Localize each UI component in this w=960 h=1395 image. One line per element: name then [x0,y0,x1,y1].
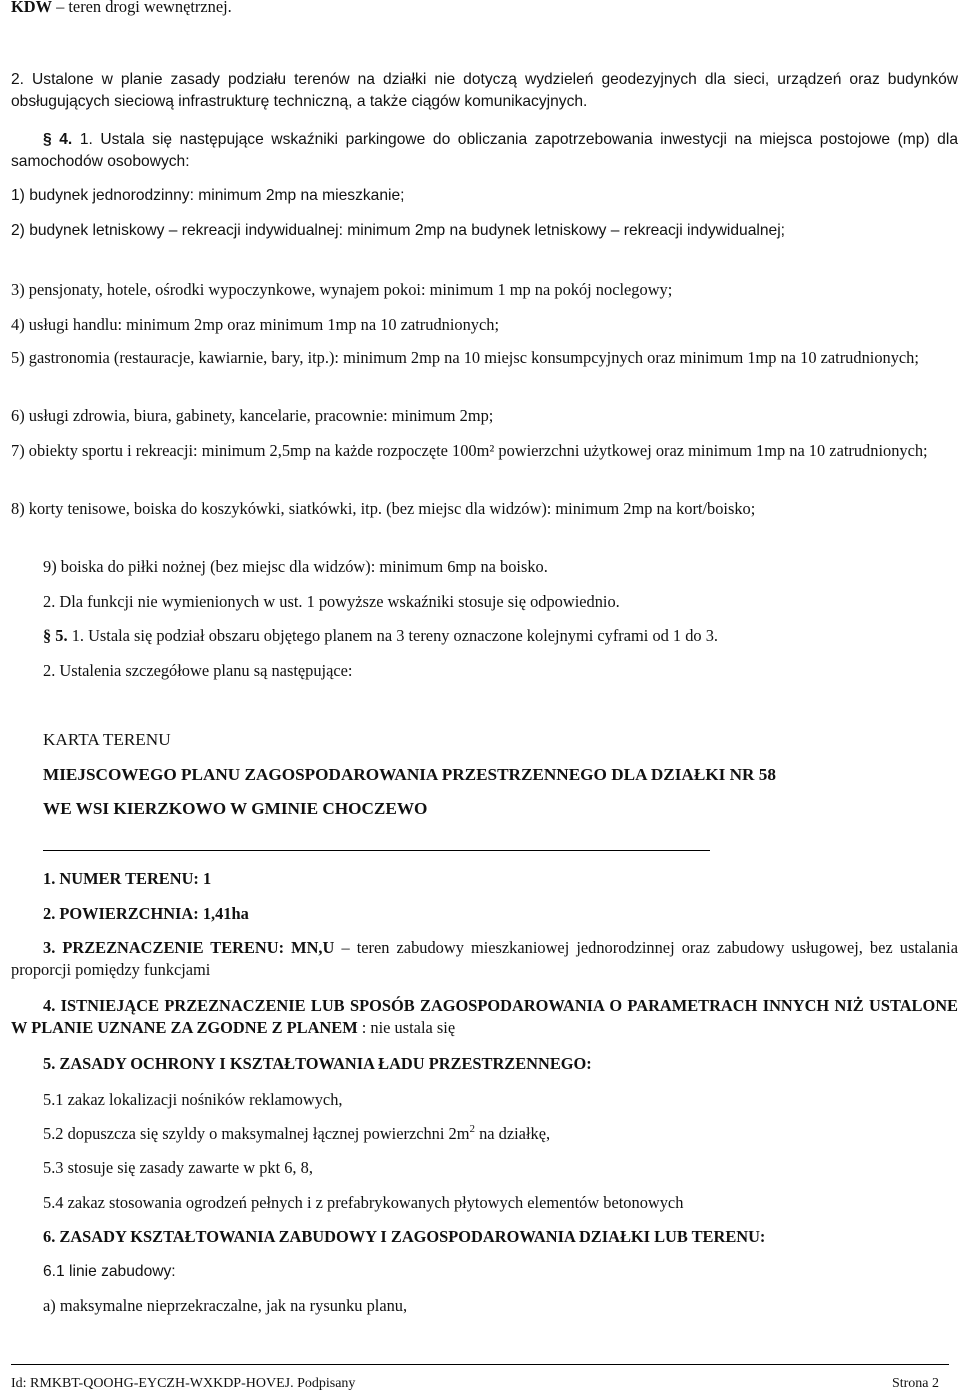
terrain-purpose [11,937,958,981]
section-5-paragraph-2: 2. Ustalenia szczegółowe planu są następujące: [43,661,353,680]
terrain-purpose-text: – teren zabudowy mieszkaniowej jednorodzinnej oraz zabudowy usługowej, bez ustalania proporcji pomiędzy funkcjami [11,938,958,979]
section-4-intro-text: 1. Ustala się następujące wskaźniki parkingowe do obliczania zapotrzebowania inwestycji na miejsca postojowe (mp) dla samochodów osobowych: [11,131,958,170]
rule-5-4: 5.4 zakaz stosowania ogrodzeń pełnych i z prefabrykowanych płytowych elementów betonowych [43,1193,684,1212]
section-4-marker: § 4. [43,131,73,148]
list-item: 8) korty tenisowe, boiska do koszykówki, siatkówki, itp. (bez miejsc dla widzów): minimum 2mp na kort/boisko; [11,499,756,518]
karta-title: KARTA TERENU [43,730,171,749]
paragraph-2: 2. Ustalone w planie zasady podziału terenów na działki nie dotyczą wydzieleń geodezyjnych dla sieci, urządzeń oraz budynków obsługujących sieciową infrastrukturę techniczną, a także ciągów komunikacyjnych. [11,71,958,110]
rule-5-1: 5.1 zakaz lokalizacji nośników reklamowych, [43,1090,343,1109]
document-id: Id: RMKBT-QOOHG-EYCZH-WXKDP-HOVEJ. Podpisany [11,1376,356,1391]
plan-title-line-2: WE WSI KIERZKOWO W GMINIE CHOCZEWO [43,799,428,818]
superscript: 2 [469,1122,475,1135]
spatial-order-heading: 5. ZASADY OCHRONY I KSZTAŁTOWANIA ŁADU PRZESTRZENNEGO: [43,1054,592,1073]
existing-use [11,995,958,1039]
page-number: Strona 2 [891,1376,939,1391]
terrain-area: 2. POWIERZCHNIA: 1,41ha [43,904,249,923]
terrain-purpose-label: 3. PRZEZNACZENIE TERENU: MN,U [43,938,335,957]
list-item: 6) usługi zdrowia, biura, gabinety, kancelarie, pracownie: minimum 2mp; [11,406,494,425]
list-item: 2) budynek letniskowy – rekreacji indywidualnej: minimum 2mp na budynek letniskowy – rekreacji indywidualnej; [11,222,785,239]
section-4-paragraph-2: 2. Dla funkcji nie wymienionych w ust. 1 powyższe wskaźniki stosuje się odpowiednio. [43,592,620,611]
existing-use-label: 4. ISTNIEJĄCE PRZEZNACZENIE LUB SPOSÓB ZAGOSPODAROWANIA O PARAMETRACH INNYCH NIŻ USTALONE W PLANIE UZNANE ZA ZGODNE Z PLANEM [11,996,958,1037]
top-line [11,0,958,18]
zone-code: KDW [11,0,52,16]
existing-use-text: : nie ustala się [357,1018,456,1037]
list-item: 9) boiska do piłki nożnej (bez miejsc dla widzów): minimum 6mp na boisko. [43,557,548,576]
rule-6-1: 6.1 linie zabudowy: [43,1263,176,1280]
terrain-number: 1. NUMER TERENU: 1 [43,869,212,888]
rule-5-2 [43,1123,958,1145]
horizontal-rule [43,850,710,851]
development-heading: 6. ZASADY KSZTAŁTOWANIA ZABUDOWY I ZAGOSPODAROWANIA DZIAŁKI LUB TERENU: [43,1227,766,1246]
list-item: 5) gastronomia (restauracje, kawiarnie, bary, itp.): minimum 2mp na 10 miejsc konsumpcyjnych oraz minimum 1mp na 10 zatrudnionych; [11,348,919,367]
section-4-intro [11,129,958,173]
list-item: 4) usługi handlu: minimum 2mp oraz minimum 1mp na 10 zatrudnionych; [11,315,500,334]
plan-title-line-1: MIEJSCOWEGO PLANU ZAGOSPODAROWANIA PRZESTRZENNEGO DLA DZIAŁKI NR 58 [43,765,776,784]
rule-6-1-a: a) maksymalne nieprzekraczalne, jak na rysunku planu, [43,1296,408,1315]
list-item: 3) pensjonaty, hotele, ośrodki wypoczynkowe, wynajem pokoi: minimum 1 mp na pokój noclegowy; [11,280,673,299]
rule-5-2-text: 5.2 dopuszcza się szyldy o maksymalnej łącznej powierzchni 2m [43,1124,470,1143]
zone-description: – teren drogi wewnętrznej. [51,0,232,16]
footer-divider [11,1364,949,1365]
rule-5-3: 5.3 stosuje się zasady zawarte w pkt 6, 8, [43,1158,313,1177]
list-item: 1) budynek jednorodzinny: minimum 2mp na mieszkanie; [11,187,405,204]
list-item: 7) obiekty sportu i rekreacji: minimum 2,5mp na każde rozpoczęte 100m² powierzchni użytkowej oraz minimum 1mp na 10 zatrudnionych; [11,441,928,460]
rule-5-2-suffix: na działkę, [474,1124,551,1143]
section-5-marker: § 5. [43,626,68,645]
section-5-text: 1. Ustala się podział obszaru objętego planem na 3 tereny oznaczone kolejnymi cyframi od 1 do 3. [67,626,719,645]
section-5-paragraph-1 [43,625,958,647]
